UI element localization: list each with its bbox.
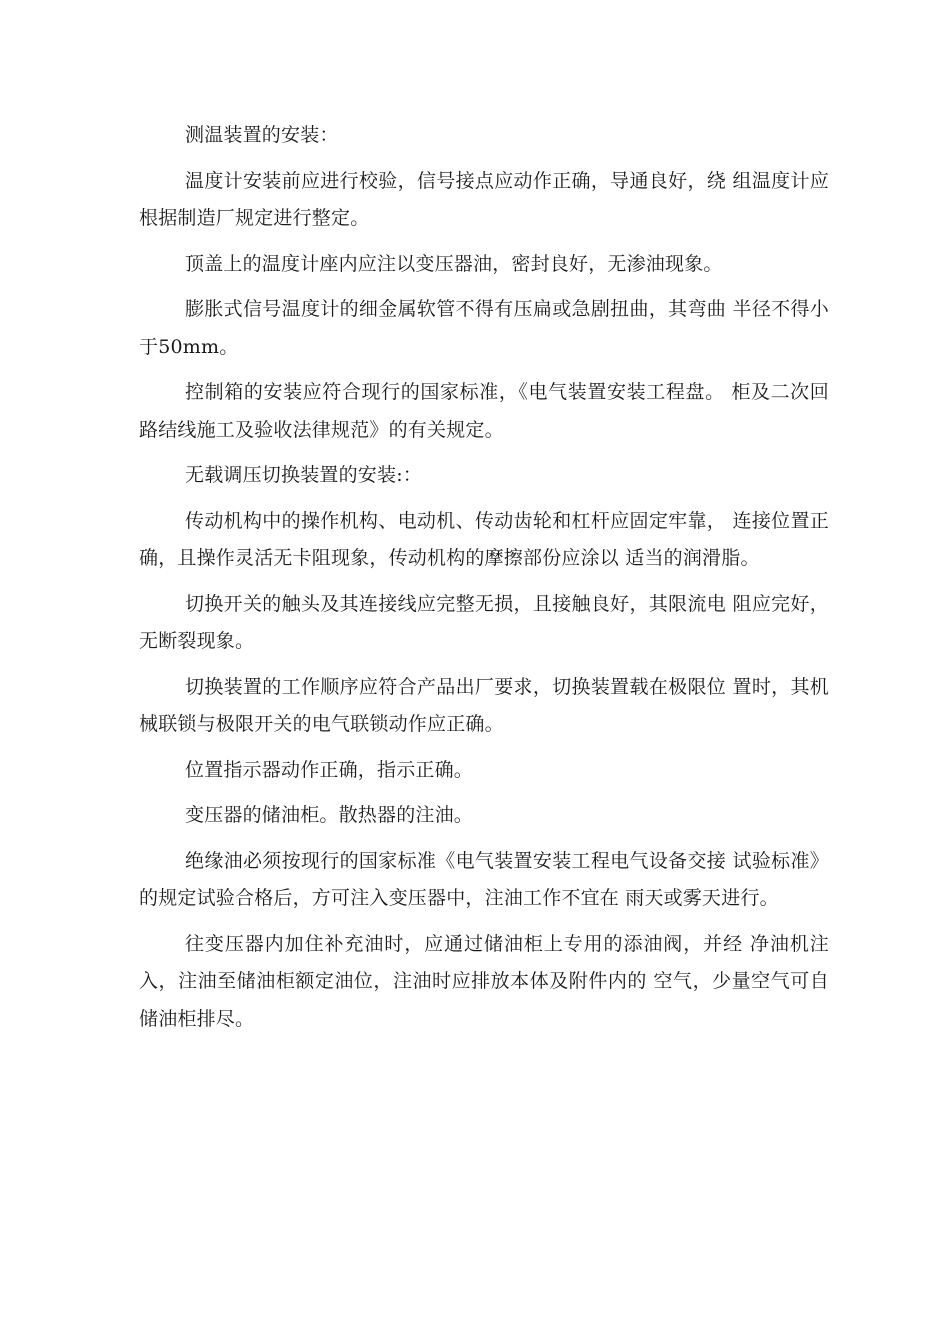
paragraph-oil-filling-heading: 变压器的储油柜。散热器的注油。 [185, 804, 474, 826]
paragraph-thermometer-calibration: 温度计安装前应进行校验，信号接点应动作正确，导通良好，绕 组温度计应根据制造厂规定进行整定。 [139, 169, 829, 229]
paragraph-capillary-tube: 膨胀式信号温度计的细金属软管不得有压扁或急剧扭曲，其弯曲 半径不得小于50mm。 [139, 298, 829, 358]
paragraph-switching-sequence: 切换装置的工作顺序应符合产品出厂要求，切换装置载在极限位 置时，其机械联锁与极限开关的电气联锁动作应正确。 [139, 675, 829, 735]
paragraph-drive-mechanism: 传动机构中的操作机构、电动机、传动齿轮和杠杆应固定牢靠， 连接位置正确，且操作灵活无卡阻现象，传动机构的摩擦部份应涂以 适当的润滑脂。 [139, 509, 829, 569]
paragraph-topping-up-oil: 往变压器内加住补充油时，应通过储油柜上专用的添油阀，并经 净油机注入，注油至储油柜额定油位，注油时应排放本体及附件内的 空气，少量空气可自储油柜排尽。 [139, 932, 829, 1030]
paragraph-thermometer-seat: 顶盖上的温度计座内应注以变压器油，密封良好，无渗油现象。 [185, 252, 723, 275]
paragraph-switch-contacts: 切换开关的触头及其连接线应完整无损，且接触良好，其限流电 阻应完好，无断裂现象。 [139, 592, 829, 652]
paragraph-insulating-oil: 绝缘油必须按现行的国家标准《电气装置安装工程电气设备交接 试验标准》的规定试验合格后，方可注入变压器中，注油工作不宜在 雨天或雾天进行。 [139, 849, 829, 909]
paragraph-position-indicator: 位置指示器动作正确，指示正确。 [185, 758, 474, 781]
document-body [139, 117, 829, 1046]
paragraph-temperature-device-heading: 测温装置的安装： [185, 124, 339, 146]
paragraph-tap-changer-heading: 无载调压切换装置的安装:： [185, 464, 423, 486]
paragraph-control-box: 控制箱的安装应符合现行的国家标准，《电气装置安装工程盘。 柜及二次回路结线施工及验收法律规范》的有关规定。 [139, 381, 829, 441]
